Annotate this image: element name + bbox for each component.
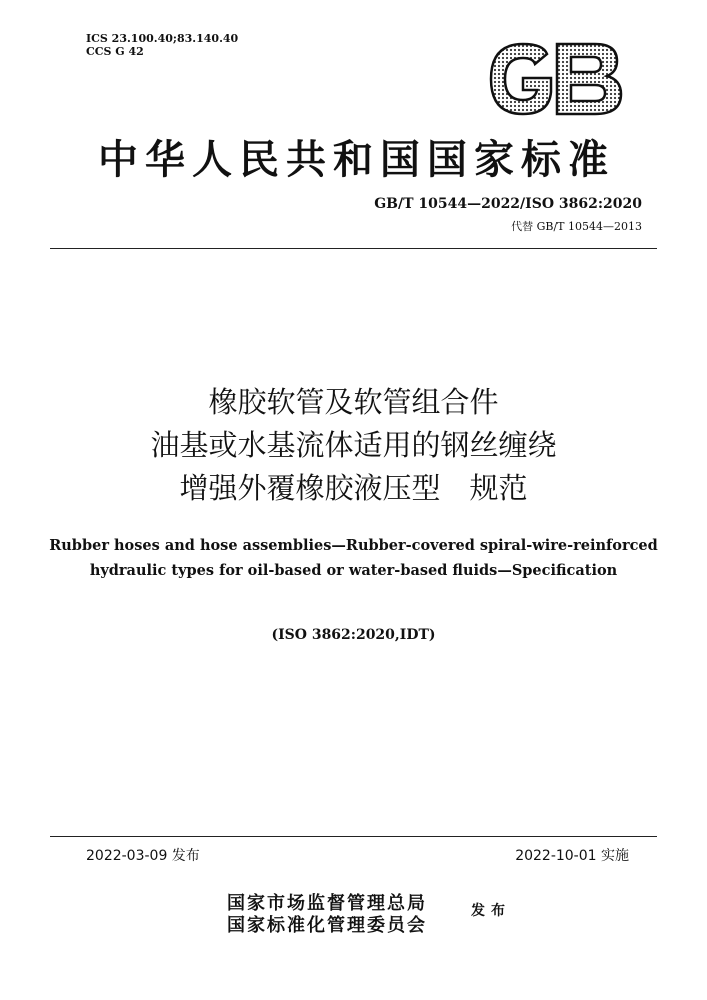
issue-date: 2022-03-09 发布 <box>86 848 200 864</box>
gb-logo <box>485 40 625 118</box>
ccs-code: CCS G 42 <box>86 45 144 58</box>
top-divider <box>50 248 657 249</box>
issuer-sac: 国家标准化管理委员会 <box>227 915 427 936</box>
gb-logo-icon <box>485 40 625 118</box>
chinese-title-line-1: 橡胶软管及软管组合件 <box>208 385 499 419</box>
issuer-block <box>227 889 527 939</box>
replaces-standard: 代替 GB/T 10544—2013 <box>511 220 642 233</box>
bottom-divider <box>50 836 657 837</box>
chinese-title-line-2: 油基或水基流体适用的钢丝缠绕 <box>150 428 557 462</box>
iso-equivalence: (ISO 3862:2020,IDT) <box>271 627 436 643</box>
issuer-samr: 国家市场监督管理总局 <box>227 893 427 914</box>
english-title-line-2: hydraulic types for oil-based or water-based fluids—Specification <box>89 562 618 579</box>
standard-type-title: 中华人民共和国国家标准 <box>98 136 615 183</box>
standard-number: GB/T 10544—2022/ISO 3862:2020 <box>374 196 642 212</box>
publish-label: 发布 <box>471 903 511 919</box>
ics-code: ICS 23.100.40;83.140.40 <box>86 32 239 45</box>
english-title-line-1: Rubber hoses and hose assemblies—Rubber-covered spiral-wire-reinforced <box>49 537 658 554</box>
chinese-title-line-3: 增强外覆橡胶液压型 规范 <box>179 471 528 505</box>
implementation-date: 2022-10-01 实施 <box>515 848 629 864</box>
